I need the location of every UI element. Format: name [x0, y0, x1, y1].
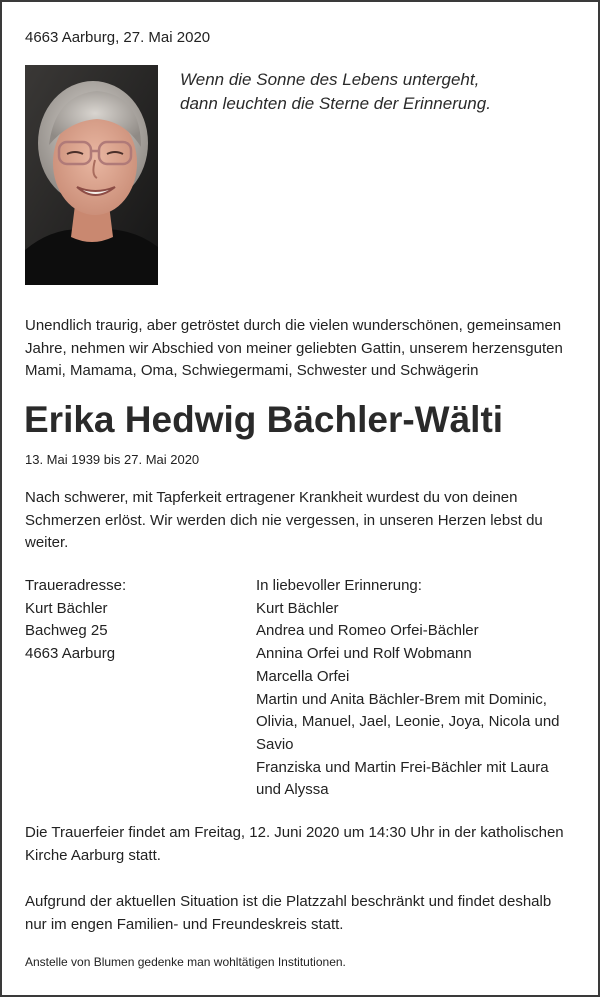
family-line: Martin und Anita Bächler-Brem mit Dominic,: [256, 690, 547, 708]
quote-line-2: dann leuchten die Sterne der Erinnerung.: [180, 94, 491, 113]
address-city: 4663 Aarburg: [25, 645, 116, 663]
family-list: [256, 575, 560, 802]
address-street: Bachweg 25: [25, 622, 108, 640]
family-label: In liebevoller Erinnerung:: [256, 577, 422, 594]
memorial-quote: [180, 68, 491, 116]
flowers-note: Anstelle von Blumen gedenke man wohltätigen Institutionen.: [25, 955, 346, 969]
family-line: Franziska und Martin Frei-Bächler mit Laura: [256, 758, 549, 776]
address-name: Kurt Bächler: [25, 599, 108, 617]
family-line: Marcella Orfei: [256, 667, 350, 685]
family-line: Kurt Bächler: [256, 599, 339, 617]
life-dates: 13. Mai 1939 bis 27. Mai 2020: [25, 452, 200, 467]
farewell-message: Nach schwerer, mit Tapferkeit ertragener Krankheit wurdest du von deinen Schmerzen erlöst. Wir werden dich nie vergessen, in unseren Herzen lebst du weiter.: [25, 489, 543, 551]
address-label: Traueradresse:: [25, 577, 127, 594]
quote-line-1: Wenn die Sonne des Lebens untergeht,: [180, 70, 480, 89]
situation-note: Aufgrund der aktuellen Situation ist die Platzzahl beschränkt und findet deshalb nur im engen Familien- und Freundeskreis statt.: [25, 893, 552, 933]
intro-paragraph: Unendlich traurig, aber getröstet durch die vielen wunderschönen, gemeinsamen Jahre, nehmen wir Abschied von meiner geliebten Gattin, unserem herzensguten Mami, Mamama, Oma, Schwiegermami, Schwester und Schwägerin: [25, 317, 563, 379]
place-date: 4663 Aarburg, 27. Mai 2020: [25, 29, 211, 46]
family-line: Annina Orfei und Rolf Wobmann: [256, 645, 472, 663]
ceremony-info: Die Trauerfeier findet am Freitag, 12. Juni 2020 um 14:30 Uhr in der katholischen Kirche Aarburg statt.: [25, 824, 564, 864]
family-line: und Alyssa: [256, 781, 329, 799]
mourning-address: [25, 575, 126, 666]
family-line: Andrea und Romeo Orfei-Bächler: [256, 622, 479, 640]
family-line: Savio: [256, 735, 294, 753]
deceased-name: Erika Hedwig Bächler-Wälti: [24, 399, 504, 440]
portrait-photo: [25, 65, 158, 285]
family-line: Olivia, Manuel, Jael, Leonie, Joya, Nicola und: [256, 713, 560, 731]
